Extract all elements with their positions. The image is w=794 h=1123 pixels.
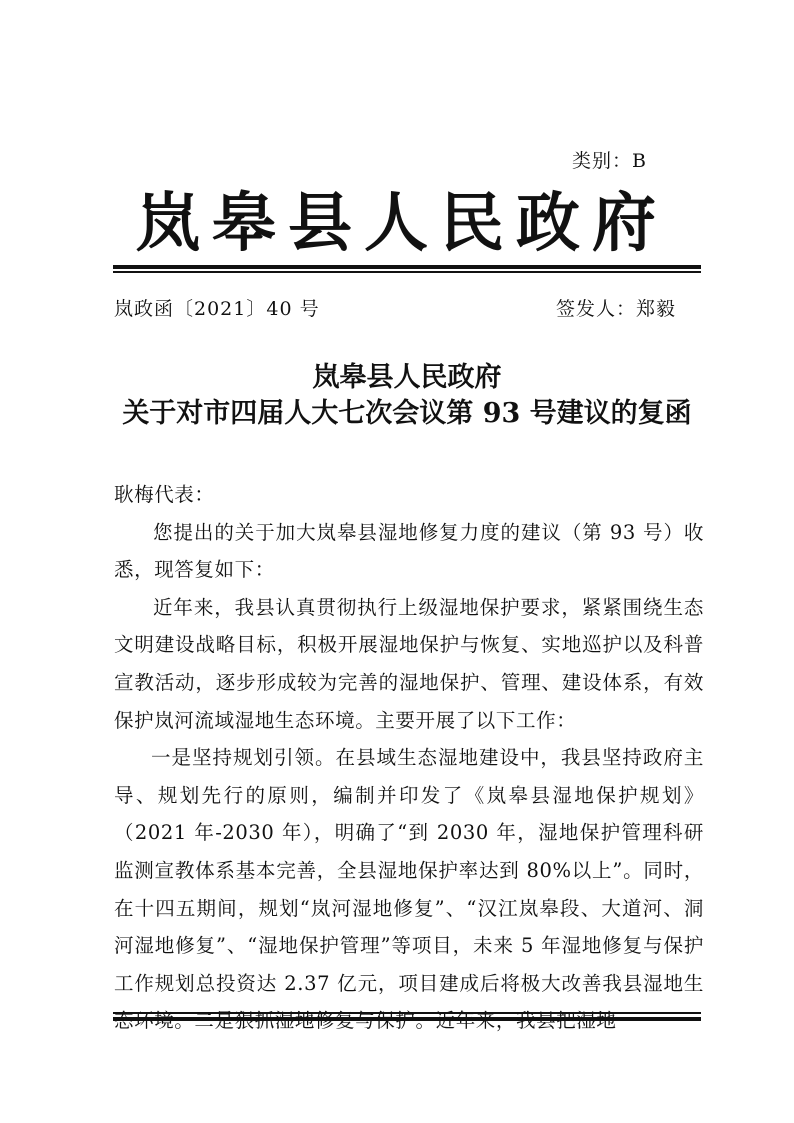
document-title-line1: 岚皋县人民政府 bbox=[312, 362, 502, 393]
government-name-header: 岚皋县人民政府 bbox=[136, 186, 668, 261]
salutation: 耿梅代表： bbox=[114, 483, 215, 506]
issuer-signature: 签发人：郑毅 bbox=[556, 298, 677, 320]
paragraph-overview: 近年来，我县认真贯彻执行上级湿地保护要求，紧紧围绕生态文明建设战略目标，积极开展湿地保护与恢复、实地巡护以及科普宣教活动，逐步形成较为完善的湿地保护、管理、建设体系，有效保护岚河流域湿地生态环境。主要开展了以下工作： bbox=[114, 595, 704, 732]
footer-rule-thin bbox=[113, 1012, 701, 1014]
category-label: 类别：B bbox=[572, 150, 647, 172]
paragraph-planning: 一是坚持规划引领。在县域生态湿地建设中，我县坚持政府主导、规划先行的原则，编制并印发了《岚皋县湿地保护规划》（2021 年-2030 年），明确了“到 2030 年，湿地保护管理科研监测宣教体系基本完善，全县湿地保护率达到 80%以上”。同时，在十四五期间，规划“岚河湿地修复”、“汉江岚皋段、大道河、洞河湿地修复”、“湿地保护管理”等项目，未来 5 年湿地修复与保护工作规划总投资达 2.37 亿元，项目建成后将极大改善我县湿地生 bbox=[114, 746, 704, 995]
paragraph-receipt: 您提出的关于加大岚皋县湿地修复力度的建议（第 93 号）收悉，现答复如下： bbox=[114, 520, 704, 582]
document-body bbox=[114, 476, 704, 1040]
header-rule-thick bbox=[113, 265, 701, 269]
document-title-line2: 关于对市四届人大七次会议第 93 号建议的复函 bbox=[122, 398, 692, 429]
document-title bbox=[100, 360, 714, 432]
document-number: 岚政函〔2021〕40 号 bbox=[114, 298, 320, 320]
header-rule-thin bbox=[113, 271, 701, 273]
footer-rule-thick bbox=[113, 1017, 701, 1021]
